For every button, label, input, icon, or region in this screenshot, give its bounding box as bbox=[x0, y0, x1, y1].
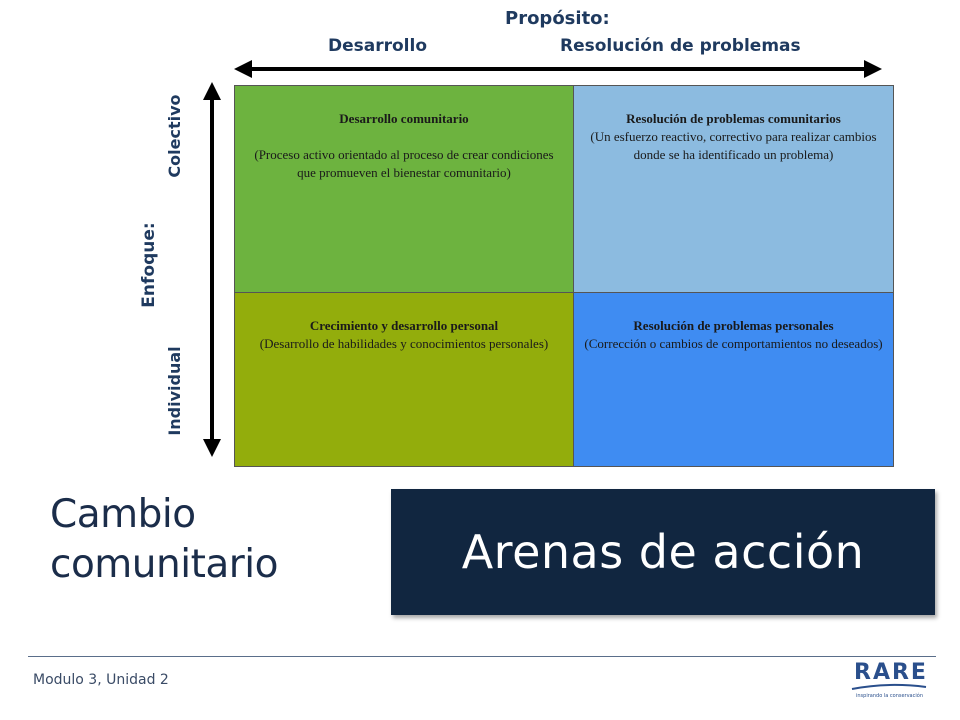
logo-swoosh-icon bbox=[842, 660, 934, 710]
footer-divider bbox=[28, 656, 936, 657]
cell-heading: Resolución de problemas personales bbox=[633, 318, 834, 333]
footer-module-label: Modulo 3, Unidad 2 bbox=[33, 672, 169, 688]
slide-title: Arenas de acción bbox=[461, 525, 865, 579]
arrow-right-icon bbox=[864, 60, 882, 78]
cell-community-problem-solving bbox=[574, 86, 893, 293]
cell-description: (Desarrollo de habilidades y conocimientos personales) bbox=[259, 336, 549, 351]
logo-tagline: inspirando la conservación bbox=[856, 693, 923, 699]
cell-description: (Proceso activo orientado al proceso de crear condiciones que promueven el bienestar comunitario) bbox=[254, 147, 554, 180]
focus-top-label: Colectivo bbox=[165, 94, 184, 178]
action-arenas-matrix bbox=[234, 85, 894, 467]
arrow-down-icon bbox=[203, 439, 221, 457]
subtitle-line-2: comunitario bbox=[50, 542, 278, 587]
cell-community-development bbox=[235, 86, 574, 293]
cell-personal-problem-solving bbox=[574, 293, 893, 466]
cell-description: (Corrección o cambios de comportamientos no deseados) bbox=[584, 336, 883, 351]
logo-wordmark: RARE bbox=[854, 660, 928, 685]
focus-bottom-label: Individual bbox=[165, 346, 184, 436]
slide-title-box bbox=[391, 489, 935, 615]
cell-heading: Desarrollo comunitario bbox=[339, 111, 469, 126]
purpose-right-label: Resolución de problemas bbox=[560, 36, 801, 56]
arrow-up-icon bbox=[203, 82, 221, 100]
cell-heading: Resolución de problemas comunitarios bbox=[626, 111, 841, 126]
purpose-left-label: Desarrollo bbox=[328, 36, 428, 56]
cell-heading: Crecimiento y desarrollo personal bbox=[309, 318, 499, 333]
rare-logo bbox=[842, 660, 934, 710]
focus-title: Enfoque: bbox=[139, 222, 159, 308]
cell-description: (Un esfuerzo reactivo, correctivo para realizar cambios donde se ha identificado un problema) bbox=[590, 129, 877, 162]
slide-subtitle bbox=[50, 490, 370, 590]
subtitle-line-1: Cambio bbox=[50, 492, 196, 537]
cell-personal-growth bbox=[235, 293, 574, 466]
arrow-left-icon bbox=[234, 60, 252, 78]
purpose-title: Propósito: bbox=[505, 8, 610, 29]
